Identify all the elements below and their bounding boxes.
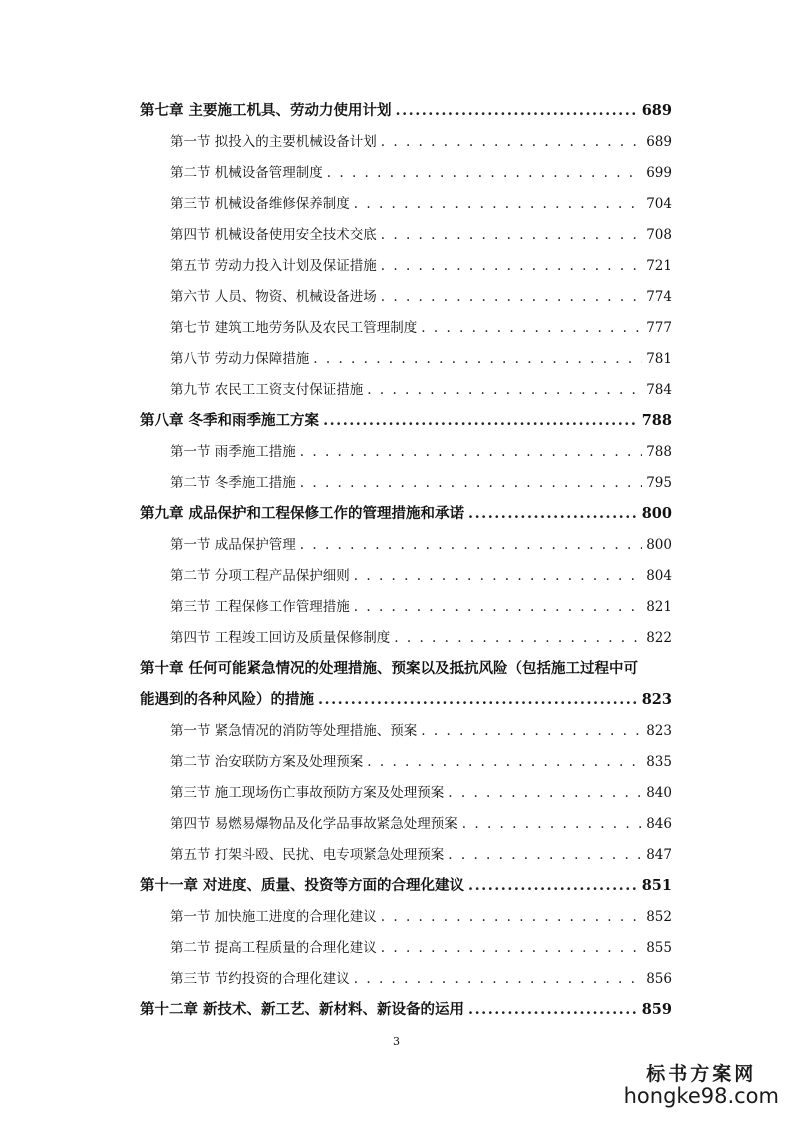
toc-entry-page: 823 [641,691,672,708]
toc-entry-label: 第一节 拟投入的主要机械设备计划 [170,134,377,150]
dot-leader [448,783,642,803]
toc-section-11-1[interactable] [140,896,672,927]
dot-leader [381,225,642,245]
toc-entry-page: 856 [646,971,672,987]
toc-chapter-7[interactable] [140,90,672,121]
toc-entry-label: 第三节 机械设备维修保养制度 [170,196,350,212]
toc-entry-label: 第十章 任何可能紧急情况的处理措施、预案以及抵抗风险（包括施工过程中可 [140,660,639,677]
toc-entry-page: 821 [646,599,672,615]
toc-entry-page: 840 [646,785,672,801]
toc-entry-page: 704 [646,196,672,212]
toc-section-9-4[interactable] [140,617,672,648]
toc-entry-label: 第一节 雨季施工措施 [170,444,296,460]
dot-leader [394,628,642,648]
toc-chapter-9[interactable] [140,493,672,524]
toc-entry-page: 689 [641,102,672,119]
toc-section-8-1[interactable] [140,431,672,462]
toc-entry-page: 804 [646,568,672,584]
toc-entry-page: 721 [646,258,672,274]
dot-leader [354,969,642,989]
toc-section-7-2[interactable] [140,152,672,183]
dot-leader [468,1000,638,1020]
toc-section-10-5[interactable] [140,834,672,865]
toc-section-7-4[interactable] [140,214,672,245]
toc-chapter-8[interactable] [140,400,672,431]
dot-leader [318,690,638,710]
toc-section-10-2[interactable] [140,741,672,772]
toc-section-11-2[interactable] [140,927,672,958]
toc-entry-page: 822 [646,630,672,646]
dot-leader [300,535,642,555]
toc-chapter-10-line1[interactable] [140,648,672,679]
toc-section-7-3[interactable] [140,183,672,214]
watermark-url: hongke98.com [623,1084,779,1108]
toc-entry-label: 第四节 工程竣工回访及质量保修制度 [170,630,391,646]
dot-leader [381,256,642,276]
dot-leader [468,876,638,896]
dot-leader [300,442,642,462]
toc-entry-label: 第二节 机械设备管理制度 [170,165,323,181]
toc-entry-page: 781 [646,351,672,367]
toc-chapter-11[interactable] [140,865,672,896]
toc-chapter-12[interactable] [140,989,672,1020]
toc-entry-label: 第一节 紧急情况的消防等处理措施、预案 [170,723,418,739]
toc-entry-page: 774 [646,289,672,305]
toc-entry-page: 689 [646,134,672,150]
toc-entry-page: 823 [646,723,672,739]
dot-leader [367,752,642,772]
dot-leader [323,411,638,431]
dot-leader [300,473,642,493]
toc-entry-label: 第七章 主要施工机具、劳动力使用计划 [140,102,392,119]
page-number: 3 [393,1035,400,1048]
toc-entry-label: 第二节 分项工程产品保护细则 [170,568,350,584]
toc-entry-page: 788 [646,444,672,460]
dot-leader [462,814,642,834]
toc-entry-label: 第四节 易燃易爆物品及化学品事故紧急处理预案 [170,816,458,832]
toc-chapter-10[interactable] [140,679,672,710]
toc-entry-page: 800 [646,537,672,553]
toc-entry-page: 795 [646,475,672,491]
toc-entry-label: 第二节 提高工程质量的合理化建议 [170,940,377,956]
toc-entry-page: 847 [646,847,672,863]
dot-leader [421,721,642,741]
toc-entry-page: 699 [646,165,672,181]
watermark-title: 标书方案网 [646,1063,757,1085]
watermark-logo [624,1059,779,1108]
dot-leader [381,938,642,958]
toc-section-10-3[interactable] [140,772,672,803]
toc-entry-label: 第三节 施工现场伤亡事故预防方案及处理预案 [170,785,445,801]
toc-entry-label: 第八节 劳动力保障措施 [170,351,310,367]
toc-entry-page: 835 [646,754,672,770]
toc-entry-label: 第五节 劳动力投入计划及保证措施 [170,258,377,274]
dot-leader [354,566,642,586]
toc-entry-page: 846 [646,816,672,832]
toc-entry-page: 800 [641,505,672,522]
dot-leader [448,845,642,865]
toc-entry-page: 852 [646,909,672,925]
toc-entry-label: 第一节 成品保护管理 [170,537,296,553]
toc-section-7-9[interactable] [140,369,672,400]
dot-leader [354,194,642,214]
toc-section-7-6[interactable] [140,276,672,307]
toc-entry-label: 第二节 治安联防方案及处理预案 [170,754,364,770]
toc-section-7-1[interactable] [140,121,672,152]
dot-leader [468,504,638,524]
table-of-contents [140,90,672,1020]
toc-entry-label: 第九章 成品保护和工程保修工作的管理措施和承诺 [140,505,465,522]
toc-entry-label: 第六节 人员、物资、机械设备进场 [170,289,377,305]
dot-leader [354,597,642,617]
toc-section-9-3[interactable] [140,586,672,617]
dot-leader [396,101,638,121]
toc-section-7-7[interactable] [140,307,672,338]
toc-entry-label: 第十一章 对进度、质量、投资等方面的合理化建议 [140,877,465,894]
toc-section-8-2[interactable] [140,462,672,493]
toc-entry-label: 第五节 打架斗殴、民扰、电专项紧急处理预案 [170,847,445,863]
dot-leader [327,163,642,183]
dot-leader [313,349,642,369]
dot-leader [381,287,642,307]
toc-entry-label: 第二节 冬季施工措施 [170,475,296,491]
toc-entry-page: 777 [646,320,672,336]
toc-entry-page: 859 [641,1001,672,1018]
toc-entry-page: 708 [646,227,672,243]
toc-section-11-3[interactable] [140,958,672,989]
toc-entry-label: 第九节 农民工工资支付保证措施 [170,382,364,398]
dot-leader [421,318,642,338]
toc-section-7-8[interactable] [140,338,672,369]
toc-section-10-1[interactable] [140,710,672,741]
toc-entry-label: 第七节 建筑工地劳务队及农民工管理制度 [170,320,418,336]
toc-entry-label: 第三节 工程保修工作管理措施 [170,599,350,615]
toc-entry-label: 第一节 加快施工进度的合理化建议 [170,909,377,925]
toc-section-10-4[interactable] [140,803,672,834]
toc-section-9-2[interactable] [140,555,672,586]
toc-entry-label: 能遇到的各种风险）的措施 [140,691,314,708]
toc-entry-label: 第四节 机械设备使用安全技术交底 [170,227,377,243]
dot-leader [381,132,642,152]
toc-entry-label: 第八章 冬季和雨季施工方案 [140,412,320,429]
toc-section-7-5[interactable] [140,245,672,276]
toc-section-9-1[interactable] [140,524,672,555]
dot-leader [367,380,642,400]
toc-entry-page: 851 [641,877,672,894]
toc-entry-label: 第十二章 新技术、新工艺、新材料、新设备的运用 [140,1001,465,1018]
toc-entry-page: 784 [646,382,672,398]
toc-entry-page: 788 [641,412,672,429]
toc-entry-page: 855 [646,940,672,956]
dot-leader [381,907,642,927]
toc-entry-label: 第三节 节约投资的合理化建议 [170,971,350,987]
